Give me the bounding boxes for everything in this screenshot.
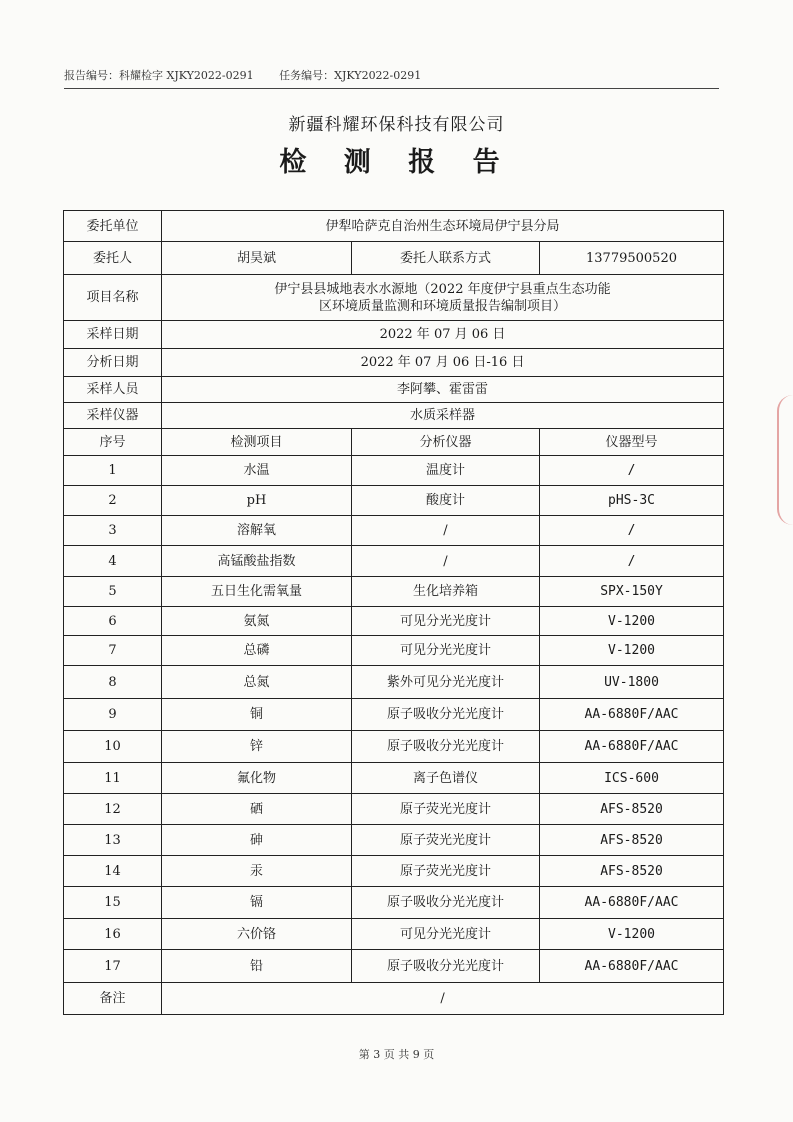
table-row — [64, 486, 724, 516]
header-rule — [64, 88, 719, 89]
table-row — [64, 577, 724, 607]
cell-model: SPX-150Y — [540, 577, 724, 607]
analysis-date-value: 2022 年 07 月 06 日-16 日 — [162, 349, 724, 377]
sampler-label: 采样人员 — [64, 377, 162, 403]
client-unit-label: 委托单位 — [64, 211, 162, 242]
remarks-value: / — [162, 983, 724, 1015]
cell-analyzer: / — [352, 516, 540, 546]
table-row — [64, 887, 724, 919]
cell-item: 硒 — [162, 794, 352, 825]
table-row — [64, 856, 724, 887]
seal-edge — [777, 395, 793, 525]
cell-item: 砷 — [162, 825, 352, 856]
cell-no: 8 — [64, 666, 162, 699]
cell-item: 氨氮 — [162, 607, 352, 636]
task-number: 任务编号：XJKY2022-0291 — [279, 69, 422, 82]
row-sampling-date — [64, 321, 724, 349]
cell-item: 六价铬 — [162, 919, 352, 950]
report-number: 报告编号：科耀检字 XJKY2022-0291 — [64, 69, 254, 82]
cell-item: 溶解氧 — [162, 516, 352, 546]
cell-no: 1 — [64, 456, 162, 486]
cell-analyzer: 原子荧光光度计 — [352, 856, 540, 887]
cell-no: 6 — [64, 607, 162, 636]
cell-model: pHS-3C — [540, 486, 724, 516]
cell-item: 镉 — [162, 887, 352, 919]
cell-model: AA-6880F/AAC — [540, 950, 724, 983]
cell-analyzer: 原子荧光光度计 — [352, 825, 540, 856]
col-header-analyzer: 分析仪器 — [352, 429, 540, 456]
row-remarks — [64, 983, 724, 1015]
cell-analyzer: 可见分光光度计 — [352, 919, 540, 950]
cell-analyzer: 温度计 — [352, 456, 540, 486]
cell-no: 2 — [64, 486, 162, 516]
instrument-value: 水质采样器 — [162, 403, 724, 429]
cell-analyzer: 原子吸收分光光度计 — [352, 699, 540, 731]
cell-item: 五日生化需氧量 — [162, 577, 352, 607]
row-sampling-instrument — [64, 403, 724, 429]
col-header-no: 序号 — [64, 429, 162, 456]
cell-item: 氟化物 — [162, 763, 352, 794]
cell-item: 水温 — [162, 456, 352, 486]
cell-no: 4 — [64, 546, 162, 577]
remarks-label: 备注 — [64, 983, 162, 1015]
report-title: 检 测 报 告 — [279, 147, 514, 178]
cell-analyzer: 紫外可见分光光度计 — [352, 666, 540, 699]
cell-analyzer: 原子吸收分光光度计 — [352, 887, 540, 919]
project-value — [162, 275, 724, 321]
cell-no: 11 — [64, 763, 162, 794]
sampling-date-label: 采样日期 — [64, 321, 162, 349]
cell-no: 12 — [64, 794, 162, 825]
sampler-value: 李阿攀、霍雷雷 — [162, 377, 724, 403]
row-project — [64, 275, 724, 321]
cell-analyzer: 可见分光光度计 — [352, 636, 540, 666]
cell-no: 17 — [64, 950, 162, 983]
row-sampler — [64, 377, 724, 403]
cell-model: AA-6880F/AAC — [540, 699, 724, 731]
cell-no: 16 — [64, 919, 162, 950]
cell-no: 15 — [64, 887, 162, 919]
table-row — [64, 699, 724, 731]
cell-analyzer: 离子色谱仪 — [352, 763, 540, 794]
contact-value: 13779500520 — [540, 242, 724, 275]
contact-label: 委托人联系方式 — [352, 242, 540, 275]
cell-model: AA-6880F/AAC — [540, 887, 724, 919]
cell-no: 7 — [64, 636, 162, 666]
column-header-row — [64, 429, 724, 456]
cell-analyzer: / — [352, 546, 540, 577]
client-person-label: 委托人 — [64, 242, 162, 275]
cell-no: 9 — [64, 699, 162, 731]
cell-item: pH — [162, 486, 352, 516]
cell-no: 5 — [64, 577, 162, 607]
cell-item: 铜 — [162, 699, 352, 731]
table-row — [64, 731, 724, 763]
table-row — [64, 636, 724, 666]
cell-analyzer: 原子吸收分光光度计 — [352, 950, 540, 983]
row-analysis-date — [64, 349, 724, 377]
cell-analyzer: 生化培养箱 — [352, 577, 540, 607]
table-row — [64, 456, 724, 486]
table-row — [64, 607, 724, 636]
cell-model: V-1200 — [540, 636, 724, 666]
table-row — [64, 950, 724, 983]
cell-analyzer: 酸度计 — [352, 486, 540, 516]
report-table — [63, 210, 724, 1015]
cell-model: UV-1800 — [540, 666, 724, 699]
col-header-item: 检测项目 — [162, 429, 352, 456]
company-name: 新疆科耀环保科技有限公司 — [288, 115, 505, 135]
cell-model: / — [540, 516, 724, 546]
client-person-value: 胡昊斌 — [162, 242, 352, 275]
cell-model: / — [540, 456, 724, 486]
cell-no: 13 — [64, 825, 162, 856]
cell-model: V-1200 — [540, 919, 724, 950]
report-header-line — [64, 67, 443, 83]
client-unit-value: 伊犁哈萨克自治州生态环境局伊宁县分局 — [162, 211, 724, 242]
table-row — [64, 666, 724, 699]
project-label: 项目名称 — [64, 275, 162, 321]
table-row — [64, 516, 724, 546]
col-header-model: 仪器型号 — [540, 429, 724, 456]
project-line-2: 区环境质量监测和环境质量报告编制项目） — [319, 298, 567, 314]
cell-item: 总氮 — [162, 666, 352, 699]
project-line-1: 伊宁县县城地表水水源地（2022 年度伊宁县重点生态功能 — [274, 281, 611, 297]
cell-model: AA-6880F/AAC — [540, 731, 724, 763]
cell-analyzer: 原子荧光光度计 — [352, 794, 540, 825]
analysis-date-label: 分析日期 — [64, 349, 162, 377]
table-row — [64, 794, 724, 825]
page-number: 第 3 页 共 9 页 — [358, 1048, 435, 1061]
cell-model: AFS-8520 — [540, 794, 724, 825]
cell-model: AFS-8520 — [540, 825, 724, 856]
table-row — [64, 763, 724, 794]
cell-item: 总磷 — [162, 636, 352, 666]
table-row — [64, 825, 724, 856]
instrument-label: 采样仪器 — [64, 403, 162, 429]
cell-no: 10 — [64, 731, 162, 763]
cell-analyzer: 原子吸收分光光度计 — [352, 731, 540, 763]
row-client-unit — [64, 211, 724, 242]
cell-analyzer: 可见分光光度计 — [352, 607, 540, 636]
cell-item: 高锰酸盐指数 — [162, 546, 352, 577]
cell-item: 汞 — [162, 856, 352, 887]
cell-model: / — [540, 546, 724, 577]
cell-no: 14 — [64, 856, 162, 887]
cell-model: AFS-8520 — [540, 856, 724, 887]
cell-model: ICS-600 — [540, 763, 724, 794]
sampling-date-value: 2022 年 07 月 06 日 — [162, 321, 724, 349]
cell-no: 3 — [64, 516, 162, 546]
cell-item: 锌 — [162, 731, 352, 763]
table-row — [64, 546, 724, 577]
row-client-person — [64, 242, 724, 275]
cell-item: 铅 — [162, 950, 352, 983]
table-row — [64, 919, 724, 950]
cell-model: V-1200 — [540, 607, 724, 636]
